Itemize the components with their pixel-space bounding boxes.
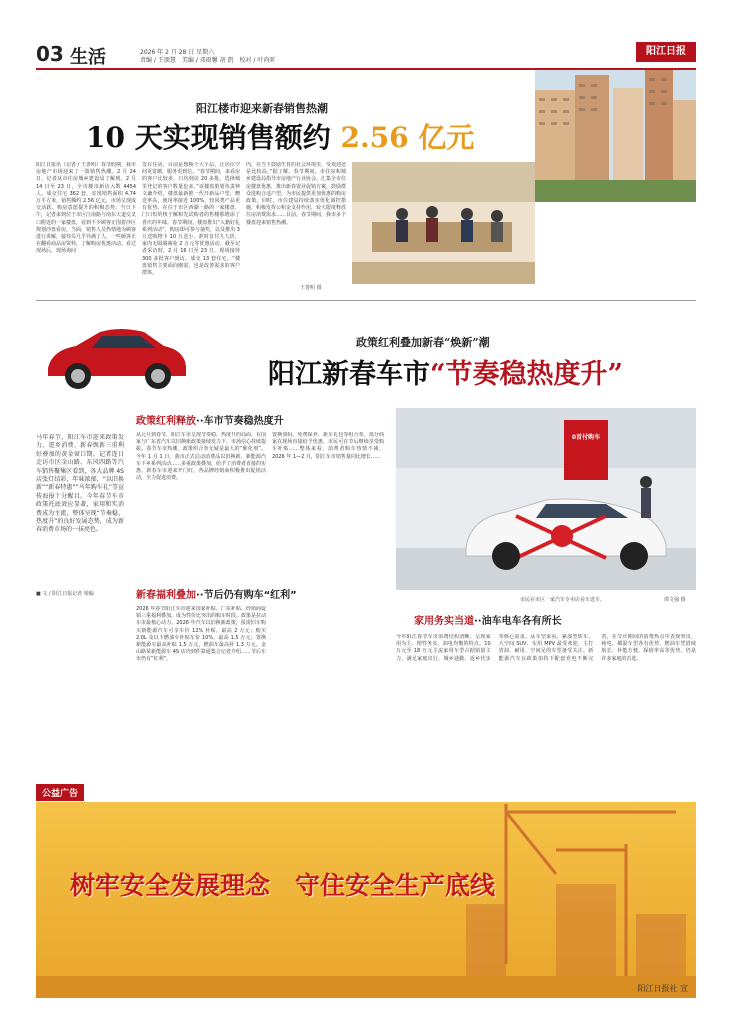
header-meta	[140, 49, 275, 65]
subhead-dark: ··油车电车各有所长	[474, 616, 562, 627]
headline-text: 阳江新春车市	[268, 359, 430, 390]
building-illustration	[535, 70, 696, 202]
article1-byline: 王善明 摄	[300, 285, 322, 291]
article2-headline	[268, 352, 623, 391]
red-car-icon	[40, 316, 190, 396]
photo-byline: 谭文强 摄	[664, 597, 686, 603]
article2-kicker: 政策红利叠加新春“焕新”潮	[356, 336, 490, 349]
masthead: 阳江日报	[636, 42, 696, 62]
sales-office-illustration	[352, 162, 535, 284]
subhead-red: 家用务实当道	[414, 616, 474, 627]
ad-publisher: 阳江日报社 宣	[637, 984, 688, 993]
sub4-text: 今年阳江春节车市消费结构清晰，呈现家用为主、理性务实、油电均衡的特点。10 万元至 18 万元主流家用车型占据销量主力，满足家庭出行、城乡通勤、返乡代步等核心需求。从车型来看，紧凑型轿车、大空间 SUV、实用 MPV 最受欢迎，主打省油、耐用、空间足的车型备受关注。新能源汽车在政策加持下配套充电不断完善，在节庆期间的消费热点中表现突出，纯电、插混车型各有优势。燃油车凭借续航长、补能方便、保值率高等优势，仍是许多家庭的首选。	[396, 634, 696, 662]
sub1-text: 从元旦到春节，阳江车市呈现节奏稳、热度升的局面。在国家与广东省汽车以旧换新政策接续发力下，市场信心持续提振。春节车市热潮，政策组合拳无疑是最大的“催化剂”。今年 1 月 1 日，我市正式启动消费品以旧换新、新能源汽车下乡系列活动……多重政策叠加，给予了消费者直接的实惠。新春车市迎来开门红，各品牌经销商积极推出促销活动，全力促进消费。	[136, 432, 266, 482]
subhead-bonus	[136, 586, 297, 601]
sub2-text: 2026 年春节阳江车市迎来国家补贴、广东补贴、经销商促销三重福利叠加，成为性价比突出的购车时段。政策是拉动车市最核心动力。2026 年汽车以旧换新政策，报废旧车购买新能源汽车可享车价 12% 补贴，最高 2 万元；购买 2.0L 及以下燃油车补贴车价 10%，最高 1.5 万元；置换新能源车最高补贴 1.5 万元，燃油车最高补 1.3 万元。金山路某新能源车 4S 店内到件算通集合记者介绍……节后车市仍有“红利”。	[136, 606, 266, 663]
subhead-policy	[136, 412, 284, 427]
article-divider	[36, 300, 696, 301]
headline-quote: “节奏稳热度升”	[430, 359, 624, 390]
ad-label: 公益广告	[36, 784, 84, 801]
showroom-photo	[396, 408, 696, 590]
page-number: 03	[36, 42, 64, 66]
article1-kicker: 阳江楼市迎来新春销售热潮	[196, 102, 328, 115]
section-name: 生活	[70, 47, 106, 68]
red-car-illustration	[40, 316, 190, 396]
sales-office-photo	[352, 162, 535, 284]
editors-line: 责编 / 王颂慧 美编 / 邓雨馨 胡 凯 校对 / 叶尚昕	[140, 57, 276, 64]
public-service-ad	[36, 784, 696, 998]
date-line: 2026 年 2 月 28 日 星期六	[140, 49, 215, 56]
byline-text: 文 / 阳江日报记者 梁翰	[42, 591, 94, 597]
headline-amount: 2.56 亿元	[340, 121, 475, 154]
headline-text: 10 天实现销售额约	[86, 121, 341, 154]
article1-col3: 内，在当下鼓励生育的社会环境里，受欢迎还是比较高。”据了解，春节期间，市住房和城乡建设局指导市房地产行业协会、汇集全市住房楼盘优惠，推出新春置业促销方案，鼓励群众选购合适户型，为市民提供更加优惠的购房政策。同时，市住建局持续落实优化调控措施，积极发挥公积金支持作用，较大限度释放住房消费需求……目前，春节期间，我市多个楼盘迎来销售热潮。	[246, 162, 346, 226]
subhead-dark: ··节后仍有购车“红利”	[196, 590, 297, 601]
building-photo	[535, 70, 696, 202]
article2-intro: 马年春节，阳江车市迎来政策发力、逛乡消费、新春焕新三重利好叠加的黄金窗口期。记者连日走访市区金山路、东风四路等汽车销售聚集区看到，各大品牌 4S 店张灯结彩、年味浓郁，“以旧换新”“新春特惠”“马年购车礼”等宣传海报十分醒目。今年春节车市政策托底效应显著，家用和实消费成为主流，整体呈现“节奏稳、热度升”的良好发展态势，成为新春消费市场的一抹亮色。	[36, 434, 124, 534]
sub3-text: 置换加码，免费保养、新车礼包等组合拳。部分商家在现场直接给予优惠，市民可在节后继续享受购车补贴……整体来看，消费者购车热情不减，2026 年 1—2 月，阳江车市销售量同比增长……	[272, 432, 384, 460]
article1-headline	[86, 116, 474, 156]
article1-col1: 阳江日报讯（记者 / 王善明）春节假期，我市房地产市场迎来了一波销售热潮。2 月 24 日，记者从市住房城乡建设局了解到，2 月 14 日至 23 日，全市楼市新访入数 4454 人，成交住宅 362 套，实现销售面积 4.74 万平方米，销售额约 2.56 亿元，市场呈现成交活跃、购房意愿提升的积极态势。当日下午，记者来到位于市区江南路与南东大道交叉口附近的一家楼盘，看到不少顾客正围着沙区规划沙盘看房。当面，销售人员热情地为顾客进行讲解，接待员几乎异满了人，一些顾客正在翻看商品房资料，了解购房优惠活动。看过现场后，现场询问	[36, 162, 136, 255]
showroom-banner: 0首付购车	[571, 434, 601, 441]
ad-slogan: 树牢安全发展理念 守住安全生产底线	[70, 871, 496, 900]
article2-byline: ■ 文 / 阳江日报记者 梁翰	[36, 591, 94, 597]
subhead-family	[414, 612, 562, 627]
subhead-dark: ··车市节奏稳热度升	[196, 416, 284, 427]
subhead-red: 新春福利叠加	[136, 590, 196, 601]
showroom-illustration	[396, 408, 696, 590]
article1-col2: 签有住房，目前是想换个大平层，让居住空间更宽敞，服务更到位。“春节期间，来看房的客户比较多，日均到访 20 多批。选择城里登记的客户数量也多。”该楼盘策划负责钟文谦介绍，楼盘最新推一代开新品户型，赠送率高，使用率接近 100%，较同类产品更有优势。在位于市区西湖一路的一家楼盘，门口短的核于解和先试购者的售楼那增添了喜庆的年味。春节期间，楼盘推出“入籍好礼系列活动”，购房即可参与抽奖，以及推出 3 万送购物卡 10 万送小，准时首付九九折，家内无隔墙减免 2 万元等优惠活动。截至记者采访时，2 月 16 日至 23 日，现场接待 300 多批客户到访，成交 13 套住宅。“楼盘销售主要面向刚需，也是改善需求的客户群体。	[142, 162, 240, 277]
subhead-red: 政策红利释放	[136, 416, 196, 427]
photo-caption: 市民在市区一家汽车专卖店看车选车。	[520, 597, 606, 603]
